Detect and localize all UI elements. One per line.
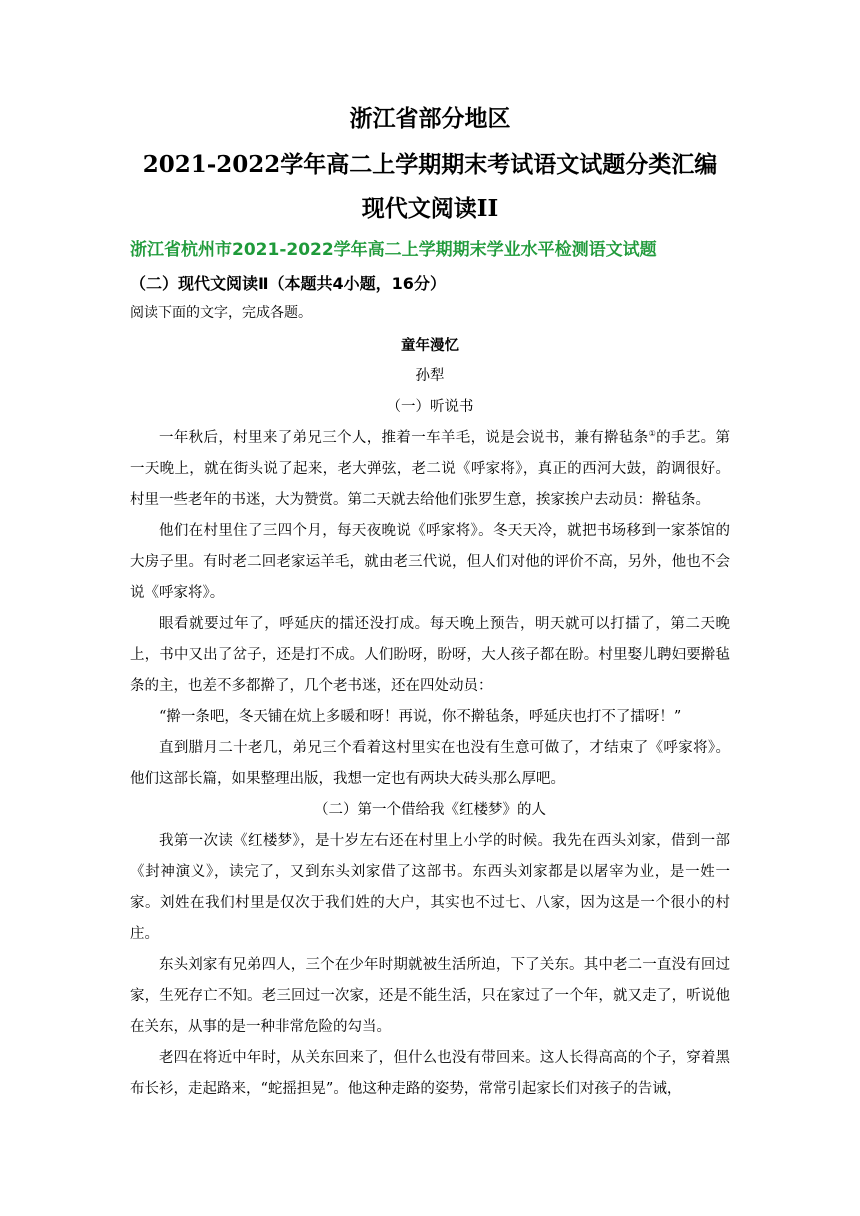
paragraph-7: 东头刘家有兄弟四人，三个在少年时期就被生活所迫，下了关东。其中老二一直没有回过家，生死存亡不知。老三回过一次家，还是不能生活，只在家过了一个年，就又走了，听说他在关东，从事的是一种非常危险的勾当。: [130, 957, 730, 1035]
paragraph-1: [130, 423, 730, 516]
paragraph-6: 我第一次读《红楼梦》，是十岁左右还在村里上小学的时候。我先在西头刘家，借到一部《封神演义》，读完了，又到东头刘家借了这部书。东西头刘家都是以屠宰为业，是一姓一家。刘姓在我们村里是仅次于我们姓的大户，其实也不过七、八家，因为这是一个很小的村庄。: [130, 833, 730, 942]
paragraph-5: 直到腊月二十老几，弟兄三个看着这村里实在也没有生意可做了，才结束了《呼家将》。他们这部长篇，如果整理出版，我想一定也有两块大砖头那么厚吧。: [130, 740, 730, 787]
collection-exam-title: 2021-2022学年高二上学期期末考试语文试题分类汇编: [142, 151, 718, 178]
section-heading: （二）现代文阅读Ⅱ（本题共4小题，16分）: [130, 274, 446, 293]
article-body: [130, 330, 730, 1105]
article-title: 童年漫忆: [401, 337, 459, 354]
paragraph-2: 他们在村里住了三四个月，每天夜晚说《呼家将》。冬天天冷，就把书场移到一家茶馆的大房子里。有时老二回老家运羊毛，就由老三代说，但人们对他的评价不高，另外，他也不会说《呼家将》。: [130, 523, 730, 601]
footnote-marker: ①: [648, 429, 657, 439]
instruction-text: 阅读下面的文字，完成各题。: [130, 305, 312, 321]
paragraph-1-text-a: 一年秋后，村里来了弟兄三个人，推着一车羊毛，说是会说书，兼有擀毡条: [159, 430, 649, 446]
paragraph-4: “擀一条吧，冬天铺在炕上多暖和呀！再说，你不擀毡条，呼延庆也打不了擂呀！”: [159, 709, 682, 725]
source-exam-title: 浙江省杭州市2021-2022学年高二上学期期末学业水平检测语文试题: [130, 240, 657, 260]
part2-heading: （二）第一个借给我《红楼梦》的人: [314, 802, 546, 818]
paragraph-1-text-b: 的手艺。第一天晚上，就在街头说了起来，老大弹弦，老二说《呼家将》，真正的西河大鼓，韵调很好。村里一些老年的书迷，大为赞赏。第二天就去给他们张罗生意，挨家挨户去动员：擀毡条。: [130, 430, 731, 508]
collection-topic-title: 现代文阅读II: [361, 195, 499, 222]
article-author: 孙犁: [415, 368, 445, 384]
paragraph-8: 老四在将近中年时，从关东回来了，但什么也没有带回来。这人长得高高的个子，穿着黑布长衫，走起路来，“蛇摇担晃”。他这种走路的姿势，常常引起家长们对孩子的告诫，: [130, 1050, 730, 1097]
part1-heading: （一）听说书: [386, 399, 474, 415]
paragraph-3: 眼看就要过年了，呼延庆的擂还没打成。每天晚上预告，明天就可以打擂了，第二天晚上，书中又出了岔子，还是打不成。人们盼呀，盼呀，大人孩子都在盼。村里娶儿聘妇要擀毡条的主，也差不多都擀了，几个老书迷，还在四处动员：: [130, 616, 730, 694]
collection-region-title: 浙江省部分地区: [349, 105, 511, 132]
